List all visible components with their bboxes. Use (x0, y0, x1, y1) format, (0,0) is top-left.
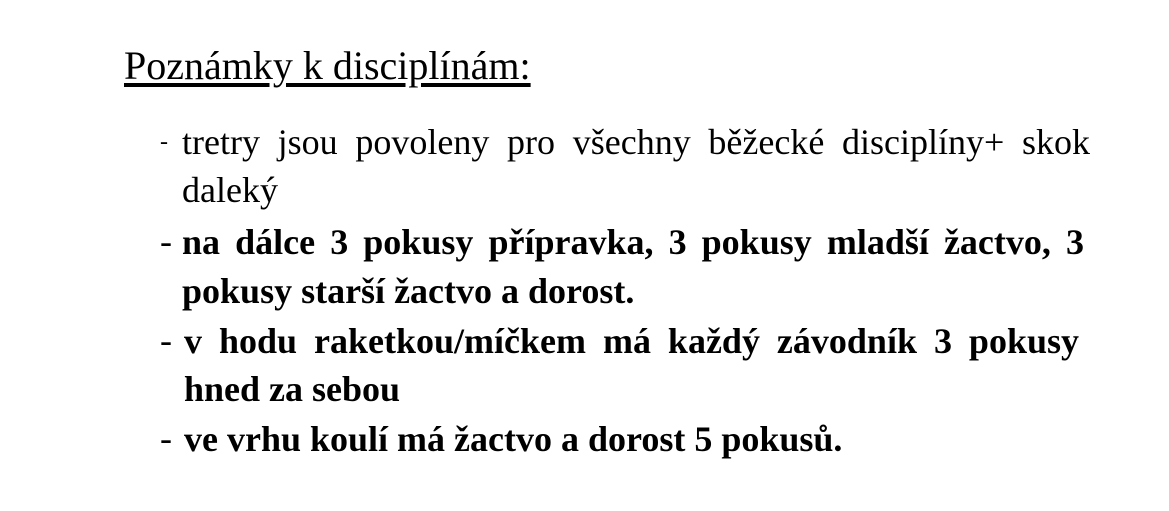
bullet-marker-icon: - (160, 129, 168, 155)
page-title: Poznámky k disciplínám: (124, 43, 531, 88)
list-item (160, 118, 1090, 214)
list-item-text: ve vrhu koulí má žactvo a dorost 5 pokusů. (184, 419, 843, 460)
bullet-marker-icon: - (160, 319, 172, 360)
list-item (160, 415, 1090, 463)
list-item (160, 317, 1090, 413)
list-item-text: na dálce 3 pokusy přípravka, 3 pokusy mladší žactvo, 3 pokusy starší žactvo a dorost. (182, 222, 1084, 311)
list-item-text: v hodu raketkou/míčkem má každý závodník 3 pokusy hned za sebou (184, 320, 1079, 410)
list-item (160, 218, 1090, 314)
bullet-list (160, 118, 1090, 466)
list-item-text: tretry jsou povoleny pro všechny běžecké disciplíny+ skok daleký (182, 122, 1090, 211)
bullet-marker-icon: - (160, 418, 172, 459)
bullet-marker-icon: - (160, 221, 172, 262)
